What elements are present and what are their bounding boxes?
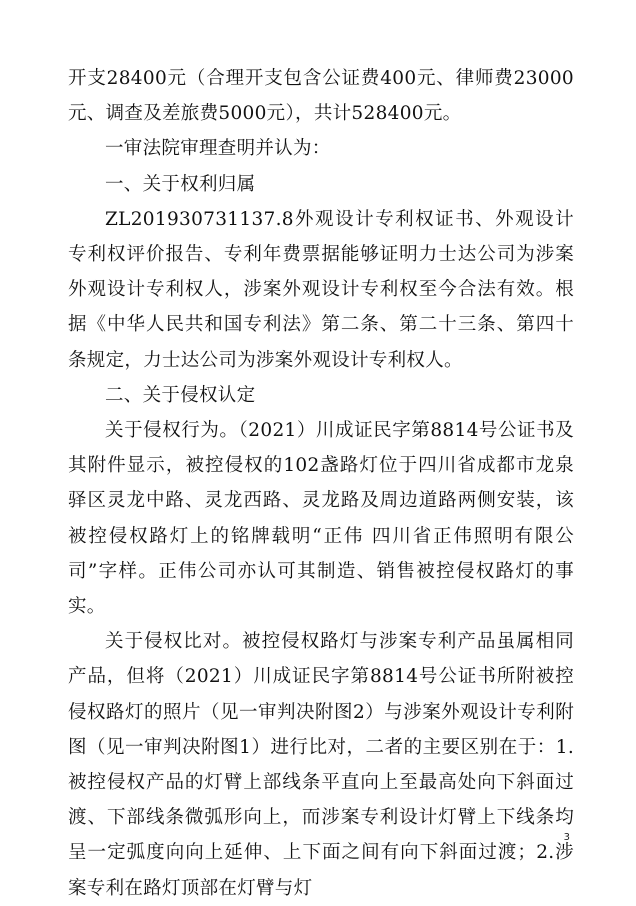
paragraph-infringement-comparison: 关于侵权比对。被控侵权路灯与涉案专利产品虽属相同产品，但将（2021）川成证民字第8814号公证书所附被控侵权路灯的照片（见一审判决附图2）与涉案外观设计专利附图（见一审判决附图1）进行比对，二者的主要区别在于：1.被控侵权产品的灯臂上部线条平直向上至最高处向下斜面过渡、下部线条微弧形向上，而涉案专利设计灯臂上下线条均呈一定弧度向向上延伸、上下面之间有向下斜面过渡；2.涉案专利在路灯顶部在灯臂与灯 [68,631,574,899]
page-number: 3 [563,832,570,843]
paragraph-court-findings-intro: 一审法院审理查明并认为： [105,138,331,160]
paragraph-rights-ownership: ZL201930731137.8外观设计专利权证书、外观设计专利权评价报告、专利年费票据能够证明力士达公司为涉案外观设计专利权人，涉案外观设计专利权至今合法有效。根据《中华人民共和国专利法》第二条、第二十三条、第四十条规定，力士达公司为涉案外观设计专利权人。 [68,208,574,371]
document-body [68,61,574,906]
paragraph-expenses: 开支28400元（合理开支包含公证费400元、律师费23000元、调查及差旅费5000元），共计528400元。 [68,68,574,125]
section-heading-rights-ownership: 一、关于权利归属 [105,173,256,195]
paragraph-infringing-act: 关于侵权行为。（2021）川成证民字第8814号公证书及其附件显示，被控侵权的102盏路灯位于四川省成都市龙泉驿区灵龙中路、灵龙西路、灵龙路及周边道路两侧安装，该被控侵权路灯上的铭牌载明“正伟 四川省正伟照明有限公司”字样。正伟公司亦认可其制造、销售被控侵权路灯的事实。 [68,420,574,618]
section-heading-infringement: 二、关于侵权认定 [105,384,256,406]
